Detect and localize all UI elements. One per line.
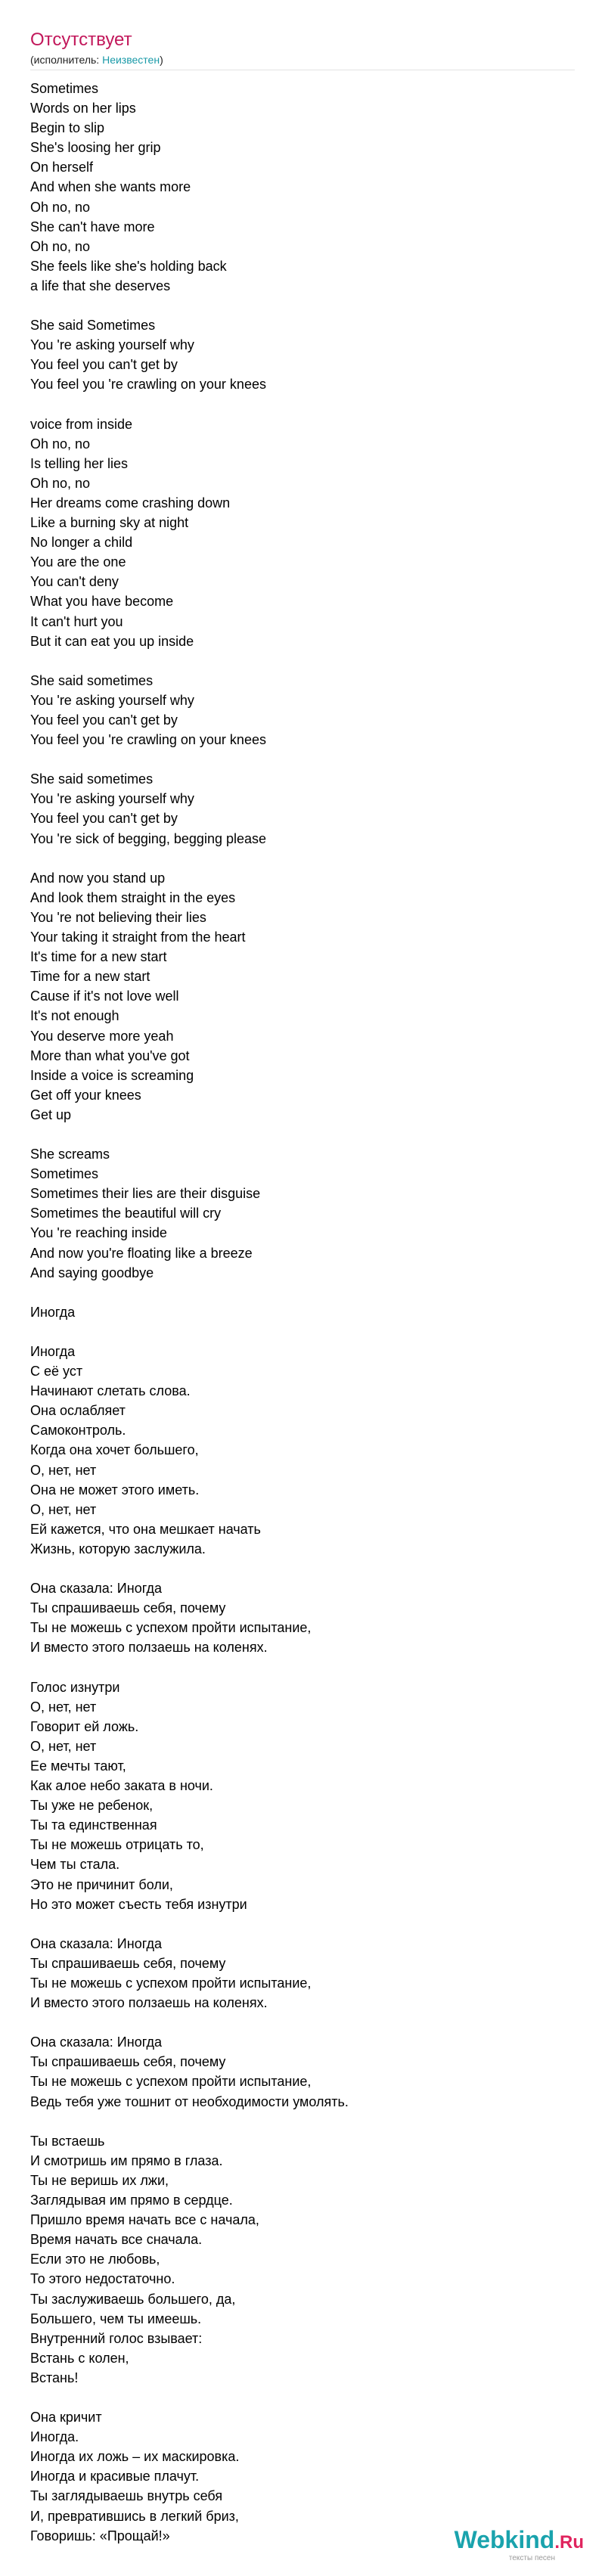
lyric-line: Голос изнутри [30,1679,120,1695]
lyric-line: Ее мечты тают, [30,1758,126,1774]
lyric-line: More than what you've got [30,1047,190,1063]
lyric-line: И вместо этого ползаешь на коленях. [30,1995,268,2011]
lyric-line: О, нет, нет [30,1738,97,1754]
lyric-line: Ты не можешь с успехом пройти испытание, [30,1620,312,1636]
lyric-line: Get up [30,1106,72,1122]
logo-main-text: Webkind [454,2526,555,2553]
lyric-line: Она ослабляет [30,1403,126,1419]
lyric-line: Встань! [30,2370,79,2385]
lyric-line: And when she wants more [30,179,191,195]
lyric-line: She said sometimes [30,771,154,787]
lyric-line: Get off your knees [30,1087,141,1103]
lyric-line: Это не причинит боли, [30,1876,173,1892]
lyric-line: You 're reaching inside [30,1225,167,1241]
lyric-line: Ей кажется, что она мешкает начать [30,1521,261,1537]
lyric-line: Большего, чем ты имеешь. [30,2311,202,2326]
lyric-line: И, превратившись в легкий бриз, [30,2508,239,2524]
lyric-line: Her dreams come crashing down [30,495,231,511]
lyric-line: Oh no, no [30,436,91,452]
logo-tld: .Ru [554,2532,584,2553]
lyric-line: О, нет, нет [30,1501,97,1517]
lyric-line: Ты спрашиваешь себя, почему [30,1600,226,1616]
lyric-line: You 're not believing their lies [30,909,206,925]
lyric-line: Cause if it's not love well [30,989,179,1004]
lyric-line: Встань с колен, [30,2350,129,2366]
artist-suffix: ) [160,54,163,66]
lyric-line: Иногда их ложь – их маскировка. [30,2449,240,2465]
lyrics-stanza [30,2032,575,2111]
lyrics-body [30,79,575,2565]
lyric-line: And saying goodbye [30,1265,154,1280]
lyric-line: a life that she deserves [30,278,171,293]
lyrics-stanza [30,1144,575,1283]
lyric-line: And now you're floating like a breeze [30,1245,253,1261]
lyric-line: You feel you 're crawling on your knees [30,732,266,748]
lyric-line: Ты не можешь с успехом пройти испытание, [30,2074,312,2090]
lyric-line: Если это не любовь, [30,2252,160,2267]
lyric-line: She can't have more [30,219,155,234]
song-header [30,29,575,67]
lyric-line: Ты заслуживаешь большего, да, [30,2291,236,2307]
lyrics-stanza [30,1302,575,1322]
lyric-line: Пришло время начать все с начала, [30,2212,259,2228]
lyric-line: Когда она хочет большего, [30,1442,199,1458]
lyric-line: You 're sick of begging, begging please [30,830,267,846]
lyric-line: Inside a voice is screaming [30,1067,194,1083]
lyric-line: Она не может этого иметь. [30,1482,200,1497]
lyric-line: Она сказала: Иногда [30,1935,162,1951]
lyric-line: And look them straight in the eyes [30,889,236,905]
lyric-line: Иногда [30,1344,76,1359]
lyrics-stanza [30,671,575,750]
lyric-line: Sometimes [30,1166,99,1182]
lyric-line: Время начать все сначала. [30,2232,203,2248]
artist-line [30,53,575,67]
lyric-line: Говорит ей ложь. [30,1718,139,1734]
lyric-line: С её уст [30,1364,83,1380]
artist-prefix: (исполнитель: [30,54,103,66]
lyric-line: Like a burning sky at night [30,515,189,531]
lyrics-stanza [30,1578,575,1657]
lyric-line: She's loosing her grip [30,140,161,156]
lyric-line: You feel you can't get by [30,357,178,373]
lyric-line: You 're asking yourself why [30,337,194,353]
lyric-line: То этого недостаточно. [30,2271,175,2287]
lyric-line: Чем ты стала. [30,1857,120,1873]
lyric-line: You are the one [30,554,126,570]
lyrics-stanza [30,79,575,296]
lyric-line: She feels like she's holding back [30,258,227,274]
lyric-line: You feel you 're crawling on your knees [30,377,266,393]
lyrics-stanza [30,2407,575,2546]
lyric-line: Time for a new start [30,969,150,985]
lyric-line: No longer a child [30,535,133,551]
lyric-line: Begin to slip [30,120,105,136]
lyrics-stanza [30,414,575,651]
lyric-line: И смотришь им прямо в глаза. [30,2152,223,2168]
lyric-line: You 're asking yourself why [30,692,194,708]
lyric-line: You deserve more yeah [30,1028,174,1044]
lyrics-stanza [30,1678,575,1914]
lyric-line: Внутренний голос взывает: [30,2330,203,2346]
lyric-line: Oh no, no [30,199,91,215]
lyric-line: Ты встаешь [30,2133,105,2149]
lyric-line: Ты не можешь с успехом пройти испытание, [30,1975,312,1991]
lyric-line: You 're asking yourself why [30,791,194,807]
lyric-line: Но это может съесть тебя изнутри [30,1896,247,1912]
lyric-line: Говоришь: «Прощай!» [30,2528,170,2543]
lyric-line: Ты заглядываешь внутрь себя [30,2488,223,2504]
lyric-line: What you have become [30,594,174,610]
lyric-line: Она кричит [30,2410,102,2425]
lyric-line: You can't deny [30,574,119,590]
lyric-line: И вместо этого ползаешь на коленях. [30,1640,268,1656]
lyric-line: She said sometimes [30,672,154,688]
lyric-line: Как алое небо заката в ночи. [30,1778,213,1794]
lyric-line: Ты спрашиваешь себя, почему [30,1955,226,1971]
lyric-line: Иногда. [30,2429,79,2445]
lyric-line: Is telling her lies [30,455,129,471]
lyrics-stanza [30,769,575,848]
lyric-line: It can't hurt you [30,613,123,629]
lyric-line: Иногда и красивые плачут. [30,2469,200,2484]
lyric-line: Начинают слетать слова. [30,1383,191,1399]
lyrics-stanza [30,1342,575,1559]
lyric-line: It's time for a new start [30,949,167,965]
lyric-line: On herself [30,160,94,175]
lyric-line: Words on her lips [30,101,136,116]
lyric-line: You feel you can't get by [30,712,178,728]
lyric-line: Ты уже не ребенок, [30,1798,154,1814]
lyric-line: Ты не веришь их лжи, [30,2172,169,2188]
lyric-line: Your taking it straight from the heart [30,930,246,945]
lyric-line: Sometimes [30,81,99,96]
lyric-line: О, нет, нет [30,1699,97,1715]
lyric-line: voice from inside [30,416,133,432]
lyric-line: Заглядывая им прямо в сердце. [30,2193,233,2208]
lyric-line: Sometimes their lies are their disguise [30,1186,261,1202]
lyric-line: It's not enough [30,1008,119,1024]
lyric-line: Ты спрашиваешь себя, почему [30,2054,226,2070]
lyrics-stanza [30,2131,575,2388]
lyric-line: But it can eat you up inside [30,633,194,649]
lyrics-stanza [30,315,575,394]
lyric-line: О, нет, нет [30,1462,97,1478]
lyric-line: She screams [30,1147,110,1162]
lyric-line: Ты не можешь отрицать то, [30,1837,204,1853]
lyric-line: Она сказала: Иногда [30,1581,162,1597]
artist-link[interactable]: Неизвестен [102,54,160,66]
song-title: Отсутствует [30,29,132,50]
lyric-line: Oh no, no [30,238,91,254]
lyric-line: Ведь тебя уже тошнит от необходимости умолять. [30,2093,349,2109]
lyric-line: Sometimes the beautiful will cry [30,1206,222,1221]
lyrics-stanza [30,1934,575,2013]
logo-tagline: тексты песен [508,2554,555,2562]
logo-wordmark[interactable] [455,2527,584,2556]
lyric-line: You feel you can't get by [30,811,178,827]
site-logo[interactable] [455,2527,584,2562]
lyric-line: Самоконтроль. [30,1423,126,1439]
lyric-line: And now you stand up [30,870,166,886]
lyric-line: Жизнь, которую заслужила. [30,1541,206,1556]
lyric-line: Иногда [30,1304,76,1320]
lyric-line: Ты та единственная [30,1817,157,1833]
lyric-line: Oh no, no [30,475,91,491]
lyrics-stanza [30,868,575,1125]
lyric-line: She said Sometimes [30,318,156,334]
lyric-line: Она сказала: Иногда [30,2034,162,2050]
